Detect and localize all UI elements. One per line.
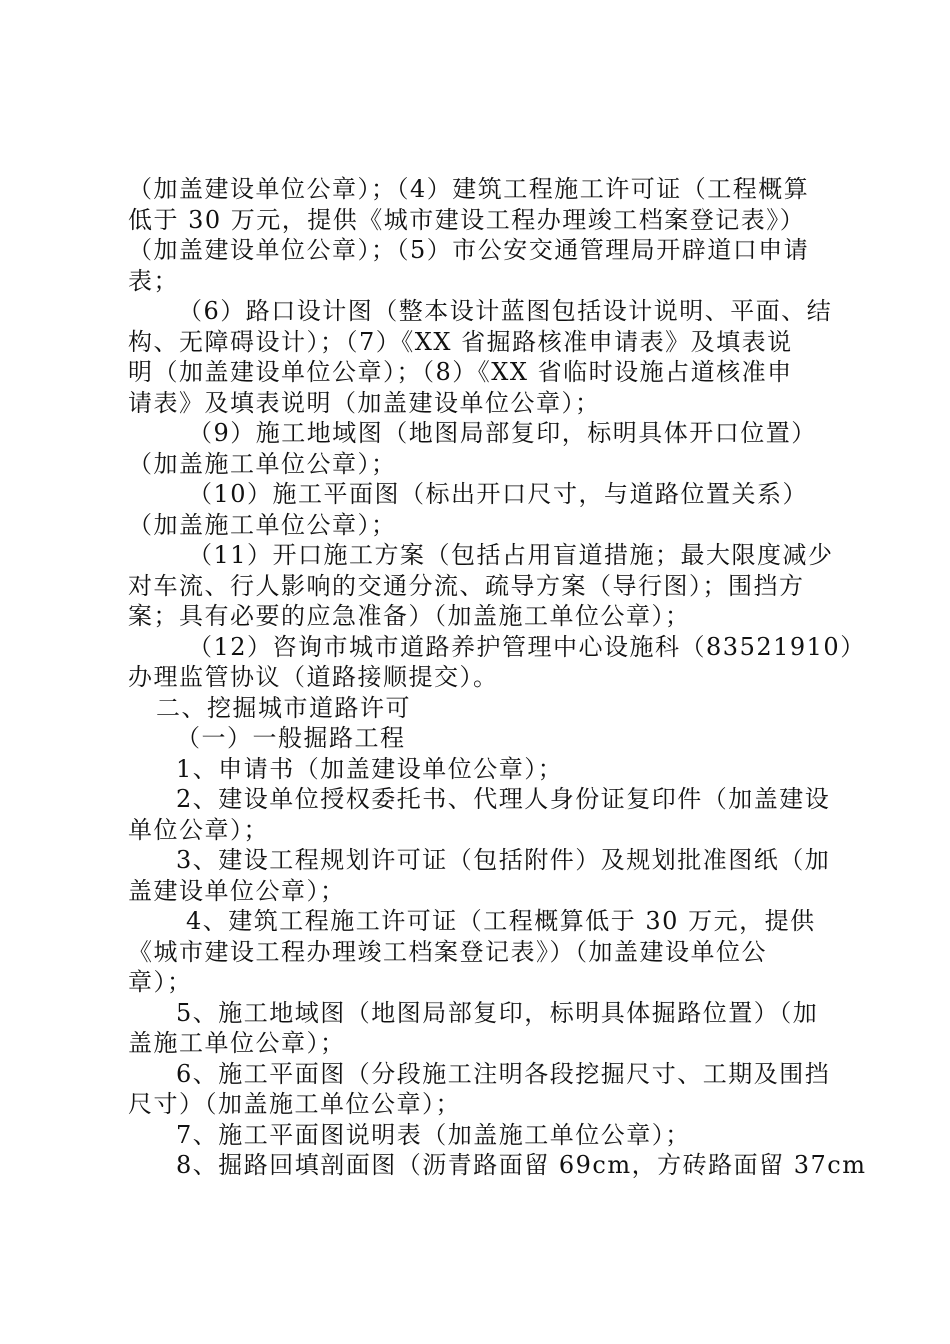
text-line: （10）施工平面图（标出开口尺寸，与道路位置关系） [188, 480, 809, 508]
list-item: 4、建筑工程施工许可证（工程概算低于 30 万元，提供 [186, 907, 816, 935]
text-line: 明（加盖建设单位公章）；（8）《XX 省临时设施占道核准申 [128, 358, 793, 386]
document-body [128, 174, 867, 1181]
list-item: 7、施工平面图说明表（加盖施工单位公章）； [176, 1120, 691, 1149]
text-line: 构、无障碍设计）；（7）《XX 省掘路核准申请表》及填表说 [128, 327, 793, 356]
text-line: 表； [128, 266, 179, 295]
text-line: 案；具有必要的应急准备）（加盖施工单位公章）； [128, 602, 691, 630]
text-line: 盖建设单位公章）； [128, 876, 346, 905]
list-item: 2、建设单位授权委托书、代理人身份证复印件（加盖建设 [176, 785, 831, 813]
text-line: 低于 30 万元，提供《城市建设工程办理竣工档案登记表》） [128, 205, 806, 234]
subsection-heading: （一）一般掘路工程 [176, 724, 406, 752]
text-line: （11）开口施工方案（包括占用盲道措施；最大限度减少 [188, 541, 834, 569]
text-line: 对车流、行人影响的交通分流、疏导方案（导行图）；围挡方 [128, 571, 805, 600]
text-line: 盖施工单位公章）； [128, 1029, 346, 1057]
list-item: 1、申请书（加盖建设单位公章）； [176, 754, 564, 783]
text-line: （6）路口设计图（整本设计蓝图包括设计说明、平面、结 [178, 297, 833, 325]
list-item: 6、施工平面图（分段施工注明各段挖掘尺寸、工期及围挡 [176, 1059, 831, 1088]
text-line: （加盖建设单位公章）；（4）建筑工程施工许可证（工程概算 [128, 175, 810, 203]
text-line: 请表》及填表说明（加盖建设单位公章）； [128, 388, 601, 417]
text-line: （加盖建设单位公章）；（5）市公安交通管理局开辟道口申请 [128, 236, 810, 264]
text-line: 尺寸）（加盖施工单位公章）； [128, 1090, 461, 1118]
text-line: （加盖施工单位公章）； [128, 510, 397, 539]
text-line: （9）施工地域图（地图局部复印，标明具体开口位置） [188, 419, 817, 447]
text-line: 章）； [128, 968, 193, 996]
text-line: （加盖施工单位公章）； [128, 449, 397, 478]
list-item: 5、施工地域图（地图局部复印，标明具体掘路位置）（加 [176, 998, 819, 1027]
text-line: 《城市建设工程办理竣工档案登记表》）（加盖建设单位公 [128, 937, 767, 966]
list-item: 3、建设工程规划许可证（包括附件）及规划批准图纸（加 [176, 846, 831, 874]
section-heading: 二、挖掘城市道路许可 [156, 693, 411, 722]
list-item: 8、掘路回填剖面图（沥青路面留 69cm，方砖路面留 37cm [176, 1151, 867, 1179]
text-line: （12）咨询市城市道路养护管理中心设施科（83521910） [188, 632, 866, 661]
text-line: 单位公章）； [128, 815, 269, 844]
text-line: 办理监管协议（道路接顺提交）。 [128, 663, 499, 691]
